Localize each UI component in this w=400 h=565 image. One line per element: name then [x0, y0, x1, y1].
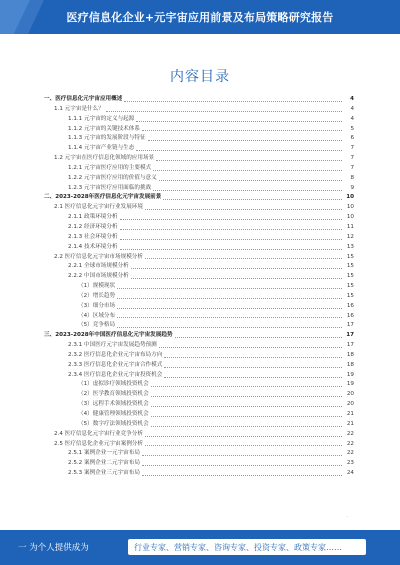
toc-entry-title: （2）医学教育领域投资机会 — [78, 391, 149, 398]
toc-entry-title: 1.1 元宇宙是什么？ — [54, 105, 104, 112]
toc-entry[interactable] — [44, 262, 354, 272]
toc-entry[interactable] — [44, 459, 354, 469]
toc-entry[interactable] — [44, 302, 354, 312]
toc-entry[interactable] — [44, 243, 354, 253]
toc-dot-leader — [120, 218, 342, 220]
toc-entry[interactable] — [44, 134, 354, 144]
toc-entry[interactable] — [44, 174, 354, 184]
toc-dot-leader — [142, 454, 342, 456]
toc-entry[interactable] — [44, 253, 354, 263]
footer-expert-list: 行业专家、营销专家、咨询专家、投资专家、政策专家…… — [134, 543, 342, 552]
toc-dot-leader — [153, 189, 342, 191]
toc-entry-title: 1.1.4 元宇宙产业链与生态 — [68, 145, 135, 152]
toc-dot-leader — [124, 100, 342, 102]
toc-dot-leader — [142, 464, 342, 466]
toc-entry[interactable] — [44, 312, 354, 322]
toc-entry-title: （3）远程手术领域投资机会 — [78, 401, 149, 408]
report-title: 医疗信息化企业+元宇宙应用前景及布局策略研究报告 — [66, 11, 334, 24]
toc-dot-leader — [131, 277, 342, 279]
toc-dot-leader — [151, 405, 342, 407]
toc-entry-title: 2.1.3 社会环境分析 — [68, 233, 118, 240]
toc-entry-page: 22 — [346, 430, 354, 437]
toc-dot-leader — [159, 179, 342, 181]
toc-entry[interactable] — [44, 420, 354, 430]
toc-entry-page: 5 — [350, 125, 354, 132]
toc-entry-page: 21 — [346, 420, 354, 427]
toc-entry-page: 22 — [346, 440, 354, 447]
footer-expert-box — [128, 539, 366, 555]
toc-entry[interactable] — [44, 115, 354, 125]
toc-entry-title: 1.2.3 元宇宙医疗应用面临的挑战 — [68, 184, 152, 191]
footer-tagline: 一 为个人提供成为 — [18, 543, 89, 553]
toc-dot-leader — [163, 198, 342, 200]
toc-entry[interactable] — [44, 282, 354, 292]
toc-entry-page: 4 — [350, 105, 354, 112]
page-marker: · — [346, 514, 348, 520]
toc-dot-leader — [151, 415, 342, 417]
toc-entry[interactable] — [44, 144, 354, 154]
toc-entry-page: 23 — [346, 460, 354, 467]
toc-entry[interactable] — [44, 469, 354, 479]
toc-dot-leader — [145, 435, 342, 437]
toc-entry[interactable] — [44, 410, 354, 420]
toc-entry[interactable] — [44, 184, 354, 194]
toc-dot-leader — [117, 287, 342, 289]
toc-entry-title: （1）规模现状 — [78, 283, 116, 290]
toc-entry[interactable] — [44, 154, 354, 164]
toc-entry-page: 11 — [346, 223, 354, 230]
toc-dot-leader — [120, 238, 342, 240]
toc-entry[interactable] — [44, 380, 354, 390]
toc-dot-leader — [117, 307, 342, 309]
toc-entry-title: 2.1.2 经济环境分析 — [68, 223, 118, 230]
toc-entry-page: 15 — [346, 253, 354, 260]
toc-dot-leader — [117, 316, 342, 318]
page-header-band — [0, 0, 400, 34]
toc-entry[interactable] — [44, 390, 354, 400]
toc-entry[interactable] — [44, 105, 354, 115]
toc-entry-page: 4 — [350, 115, 354, 122]
toc-dot-leader — [120, 228, 342, 230]
toc-dot-leader — [175, 336, 342, 338]
toc-entry-title: 1.1.2 元宇宙的关键技术体系 — [68, 125, 140, 132]
toc-entry-page: 15 — [346, 273, 354, 280]
toc-entry-title: 1.2.2 元宇宙医疗应用的价值与意义 — [68, 174, 157, 181]
toc-entry-title: （4）健康管理领域投资机会 — [78, 411, 149, 417]
toc-entry-title: 2.3.2 医疗信息化企业元宇宙布局方向 — [68, 351, 163, 358]
toc-entry-title: 1.1.1 元宇宙的定义与起源 — [68, 115, 135, 122]
toc-dot-leader — [106, 110, 342, 112]
toc-entry-title: 2.4 医疗信息化元宇宙行业竞争分析 — [54, 430, 143, 437]
toc-entry[interactable] — [44, 331, 354, 341]
toc-entry-title: （3）细分市场 — [78, 302, 116, 309]
toc-entry[interactable] — [44, 361, 354, 371]
toc-entry-title: 2.2.1 全球市场规模分析 — [68, 263, 129, 270]
toc-entry-title: 2.2 医疗信息化元宇宙市场规模分析 — [54, 253, 143, 260]
toc-entry-title: 1.2.1 元宇宙医疗应用的主要模式 — [68, 164, 152, 171]
toc-entry[interactable] — [44, 193, 354, 203]
toc-entry[interactable] — [44, 164, 354, 174]
toc-entry-title: 2.1.4 技术环境分析 — [68, 243, 118, 250]
toc-entry-page: 24 — [346, 470, 354, 477]
toc-entry-title: 2.5.1 案例企业一元宇宙布局 — [68, 450, 140, 457]
toc-entry-page: 16 — [346, 302, 354, 309]
toc-entry-page: 13 — [346, 243, 354, 250]
toc-entry-page: 4 — [350, 96, 354, 102]
toc-entry-title: 2.3.1 中国医疗元宇宙发展趋势预测 — [68, 342, 157, 349]
toc-entry[interactable] — [44, 292, 354, 302]
toc-entry-title: （2）增长趋势 — [78, 292, 116, 299]
toc-entry[interactable] — [44, 440, 354, 450]
toc-dot-leader — [136, 149, 342, 151]
toc-dot-leader — [117, 326, 342, 328]
toc-entry-page: 9 — [350, 184, 354, 191]
toc-entry-title: （1）虚拟诊疗领域投资机会 — [78, 381, 149, 388]
toc-entry-page: 16 — [346, 312, 354, 319]
toc-dot-leader — [153, 169, 342, 171]
toc-entry-page: 15 — [346, 283, 354, 290]
toc-entry-title: 三、2023-2028年中国医疗信息化元宇宙发展趋势 — [44, 332, 173, 339]
table-of-contents — [44, 95, 354, 479]
toc-entry[interactable] — [44, 213, 354, 223]
toc-entry[interactable] — [44, 233, 354, 243]
toc-entry[interactable] — [44, 351, 354, 361]
toc-entry-page: 20 — [346, 391, 354, 398]
toc-dot-leader — [159, 346, 342, 348]
toc-entry[interactable] — [44, 203, 354, 213]
page-footer-band — [0, 530, 400, 565]
toc-entry[interactable] — [44, 341, 354, 351]
toc-dot-leader — [151, 395, 342, 397]
toc-entry-page: 19 — [346, 371, 354, 378]
toc-entry-title: 2.1 医疗信息化元宇宙行业发展环境 — [54, 204, 143, 211]
toc-entry-page: 7 — [350, 164, 354, 171]
toc-dot-leader — [131, 267, 342, 269]
toc-entry-page: 7 — [350, 145, 354, 152]
toc-heading: 内容目录 — [170, 69, 230, 85]
toc-entry-title: （4）区域分布 — [78, 312, 116, 319]
toc-entry-page: 12 — [346, 233, 354, 240]
toc-entry-title: 2.2.2 中国市场规模分析 — [68, 273, 129, 280]
toc-entry-title: （5）竞争格局 — [78, 322, 116, 329]
toc-entry-title: 二、2023-2028年医疗信息化元宇宙发展前景 — [44, 194, 162, 201]
toc-entry-title: 2.3.4 医疗信息化企业元宇宙投资机会 — [68, 371, 163, 378]
toc-entry-title: 2.3.3 医疗信息化企业元宇宙合作模式 — [68, 361, 163, 368]
toc-entry-page: 17 — [346, 332, 354, 339]
toc-entry-page: 10 — [346, 194, 354, 201]
toc-dot-leader — [151, 425, 342, 427]
toc-entry-page: 22 — [346, 450, 354, 457]
toc-dot-leader — [156, 159, 342, 161]
toc-entry-page: 19 — [346, 381, 354, 388]
toc-entry-title: 2.5.3 案例企业三元宇宙布局 — [68, 470, 140, 477]
toc-dot-leader — [142, 129, 342, 131]
toc-dot-leader — [164, 356, 342, 358]
toc-dot-leader — [142, 474, 342, 476]
toc-entry-page: 21 — [346, 411, 354, 417]
toc-dot-leader — [164, 376, 342, 378]
toc-entry-page: 10 — [346, 204, 354, 211]
toc-entry-page: 20 — [346, 401, 354, 408]
toc-dot-leader — [136, 120, 342, 122]
toc-entry[interactable] — [44, 321, 354, 331]
toc-entry[interactable] — [44, 95, 354, 105]
toc-entry-title: 2.5.2 案例企业二元宇宙布局 — [68, 460, 140, 467]
toc-entry[interactable] — [44, 430, 354, 440]
toc-dot-leader — [148, 139, 342, 141]
toc-entry-page: 10 — [346, 214, 354, 221]
toc-dot-leader — [145, 208, 342, 210]
toc-entry[interactable] — [44, 371, 354, 381]
toc-entry-page: 18 — [346, 361, 354, 368]
toc-entry[interactable] — [44, 125, 354, 135]
toc-dot-leader — [145, 257, 342, 259]
toc-entry-title: （5）数字疗法领域投资机会 — [78, 420, 149, 427]
toc-dot-leader — [117, 297, 342, 299]
toc-dot-leader — [145, 444, 342, 446]
toc-entry-page: 15 — [346, 263, 354, 270]
toc-entry-title: 2.5 医疗信息化企业元宇宙案例分析 — [54, 440, 143, 447]
toc-entry-page: 18 — [346, 351, 354, 358]
toc-entry-title: 1.1.3 元宇宙的发展阶段与特征 — [68, 135, 146, 142]
toc-entry[interactable] — [44, 272, 354, 282]
toc-dot-leader — [164, 366, 342, 368]
toc-entry[interactable] — [44, 400, 354, 410]
toc-entry-page: 15 — [346, 292, 354, 299]
toc-entry-page: 7 — [350, 155, 354, 162]
toc-dot-leader — [151, 385, 342, 387]
toc-entry-title: 2.1.1 政策环境分析 — [68, 214, 118, 221]
toc-dot-leader — [120, 248, 342, 250]
toc-entry-title: 1.2 元宇宙在医疗信息化领域的应用场景 — [54, 155, 155, 162]
toc-entry-page: 17 — [346, 342, 354, 349]
toc-entry-page: 6 — [350, 135, 354, 142]
toc-entry[interactable] — [44, 449, 354, 459]
toc-entry-page: 17 — [346, 322, 354, 329]
toc-entry[interactable] — [44, 223, 354, 233]
toc-entry-page: 8 — [350, 174, 354, 181]
toc-entry-title: 一、医疗信息化元宇宙应用概述 — [44, 96, 123, 102]
